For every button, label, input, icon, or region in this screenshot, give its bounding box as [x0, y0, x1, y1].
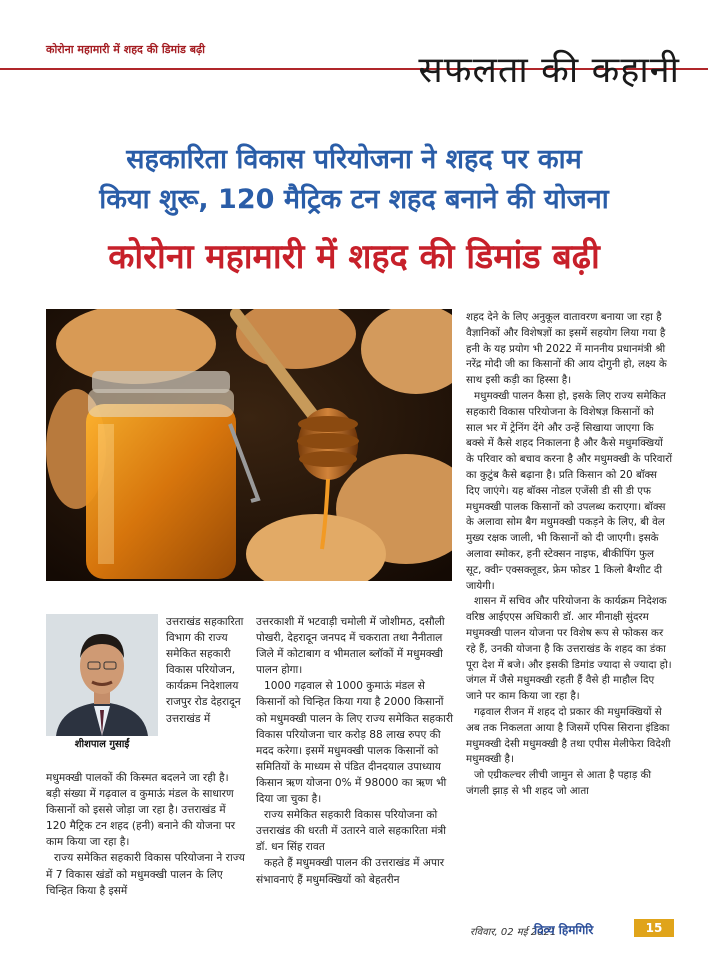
column2-paragraph: कहते हैं मधुमक्खी पालन की उत्तराखंड में अपार संभावनाएं हैं मधुमक्खियों को बेहतरीन [256, 857, 445, 886]
column1-text [46, 770, 246, 899]
column1-intro [166, 614, 246, 727]
headline-line1: सहकारिता विकास परियोजना ने शहद पर काम [126, 144, 582, 175]
portrait-caption: शीशपाल गुसाईं [74, 739, 130, 750]
section-kicker: कोरोना महामारी में शहद की डिमांड बढ़ी [46, 43, 206, 56]
section-title: सफलता की कहानी [418, 50, 680, 91]
column2-text [256, 614, 454, 888]
column1-intro-paragraph: उत्तराखंड सहकारिता विभाग की राज्य समेकित सहकारी विकास परियोजन, कार्यक्रम निदेशालय राजपुर रोड देहरादून उत्तराखंड में [166, 616, 244, 725]
honey-jar-photo [46, 309, 452, 581]
column2-paragraph: उत्तरकाशी में भटवाड़ी चमोली में जोशीमठ, दसौली पोखरी, देहरादून जनपद में चकराता तथा नैनीताल जिले में कोटाबाग व भीमताल ब्लॉकों में मधुमक्खी पालन होगा। [256, 616, 445, 677]
column1-paragraph: राज्य समेकित सहकारी विकास परियोजना ने राज्य में 7 विकास खंडों को मधुमक्खी पालन के लिए चिन्हित किया है इसमें [46, 852, 245, 897]
column3-paragraph: जो एग्रीकल्चर लीची जामुन से आता है पहाड़ की जंगली झाड़ से भी शहद जो आता [466, 769, 652, 797]
column2-paragraph: राज्य समेकित सहकारी विकास परियोजना को उत्तराखंड की धरती में उतारने वाले सहकारिता मंत्री डॉ. धन सिंह रावत [256, 809, 447, 854]
headline-line2: किया शुरू, 120 मैट्रिक टन शहद बनाने की योजना [99, 184, 609, 215]
column3-paragraph: गढ़वाल रीजन में शहद दो प्रकार की मधुमक्खियों से अब तक निकलता आया है जिसमें एपिस सिराना इंडिका मधुमक्खी देसी मधुमक्खी है तथा एपीस मेलीफेरा विदेशी मधुमक्खी है। [466, 705, 671, 766]
column3-paragraph: शासन में सचिव और परियोजना के कार्यक्रम निदेशक वरिष्ठ आईएएस अधिकारी डॉ. आर मीनाक्षी सुंदरम मधुमक्खी पालन योजना पर विशेष रूप से फोकस कर रहे हैं, उनकी योजना है कि उत्तराखंड के शहद का डंका पूरा देश में बजे। और इसकी डिमांड ज्यादा से ज्यादा हो। जंगल में जैसे मधुमक्खी रहती हैं वैसे ही माहौल दिए जाने पर काम किया जा रहा है। [466, 595, 672, 703]
author-portrait [46, 614, 158, 736]
footer-brand: दिव्य हिमगिरि [534, 923, 594, 937]
column3-paragraph: शहद देने के लिए अनुकूल वातावरण बनाया जा रहा है वैज्ञानिकों और विशेषज्ञों का इसमें सहयोग लिया गया है हनी के यह प्रयोग भी 2022 में माननीय प्रधानमंत्री श्री नरेंद्र मोदी जी का किसानों की आय दोगुनी हो, लक्ष्य के साथ इसी कड़ी का हिस्सा है। [466, 311, 667, 387]
headline-main: कोरोना महामारी में शहद की डिमांड बढ़ी [108, 237, 600, 277]
column3-paragraph: मधुमक्खी पालन कैसा हो, इसके लिए राज्य समेकित सहकारी विकास परियोजना के विशेषज्ञ किसानों को साल भर में ट्रेनिंग देंगे और उन्हें सिखाया जाएगा कि बक्से में कैसे शहद निकालना है और कैसे मधुमक्खियों के परिवार को बचाव करना है और मधुमक्खी के परिवारों का कुटुंब कैसे बढ़ाना है। प्रति किसान को 20 बॉक्स दिए जाएंगे। यह बॉक्स नोडल एजेंसी डी सी डी एफ मधुमक्खी पालक किसानों को उपलब्ध कराएगा। बॉक्स के अलावा सोम बैग मधुमक्खी पकड़ने के लिए, बी वेल मुख्य रक्षक जाली, भी किसानों को दी जाएगी। इसके अलावा स्मोकर, हनी स्टेक्सन नाइफ, बीकीपिंग फुल सूट, क्वीन्‍ एक्सक्लूडर, फ्रेम फोडर 1 किलो बैग्शीट दी जायेगी। [466, 389, 672, 592]
column3-text [466, 310, 672, 800]
page-number: 15 [634, 919, 674, 937]
footer-date: रविवार, 02 मई 2021 [470, 927, 557, 938]
column2-paragraph: 1000 गढ़वाल से 1000 कुमाऊं मंडल से किसानों को चिन्हित किया गया है 2000 किसानों को मधुमक्खी पालन के लिए राज्य समेकित सहकारी विकास परियोजना चार करोड़ 88 लाख रुपए की मदद करेगा। इसमें मधुमक्खी पालक किसानों को समितियों के माध्यम से पंडित दीनदयाल उपाध्याय किसान ऋण योजना 0% में 98000 का ऋण भी दिया जा चुका है। [256, 680, 453, 806]
column1-paragraph: मधुमक्खी पालकों की किस्मत बदलने जा रही है। बड़ी संख्या में गढ़वाल व कुमाऊं मंडल के साधारण किसानों को इससे जोड़ा जा रहा है। उत्तराखंड में 120 मैट्रिक टन शहद (हनी) बनाने की योजना पर काम किया जा रहा है। [46, 772, 236, 849]
